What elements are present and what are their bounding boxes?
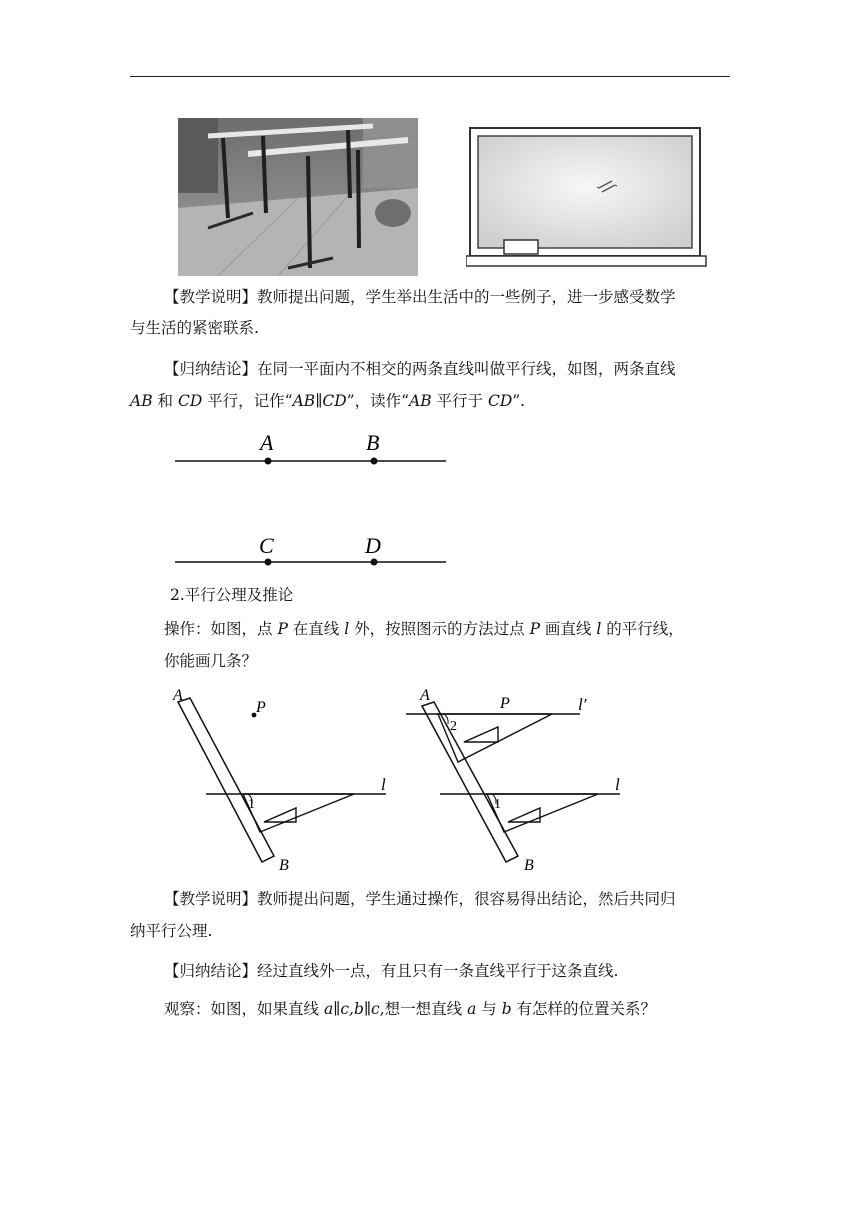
- math-text: AB: [409, 392, 432, 410]
- para-text: 平行于: [431, 392, 488, 410]
- teaching-note-2-cont: [130, 916, 212, 947]
- ruler-figure-left: [166, 684, 398, 874]
- conclusion-2: [164, 956, 744, 987]
- para-text: 经过直线外一点，有且只有一条直线平行于这条直线.: [257, 962, 619, 980]
- heading-text: 2.平行公理及推论: [170, 586, 294, 604]
- para-text: 教师提出问题，学生通过操作，很容易得出结论，然后共同归: [257, 890, 676, 908]
- para-text: 与生活的紧密联系.: [130, 319, 259, 337]
- tag-label: 【教学说明】: [164, 288, 258, 306]
- triangle-lower: [487, 794, 598, 832]
- math-text: l: [344, 620, 350, 638]
- conclusion-1: [164, 354, 744, 385]
- angle-label-1: 1: [494, 797, 501, 812]
- math-text: a∥c,b∥c: [323, 1000, 380, 1018]
- parallel-bars-photo: [178, 118, 418, 276]
- label-a: A: [420, 687, 430, 704]
- ruler-shape: [422, 702, 518, 862]
- label-p: P: [256, 699, 266, 716]
- math-text: l: [596, 620, 602, 638]
- para-text: 画直线: [540, 620, 597, 638]
- math-text: P: [277, 620, 288, 638]
- label-l: l: [381, 775, 386, 794]
- teaching-note-2: [164, 884, 744, 915]
- ruler-figure-right: [400, 684, 632, 874]
- para-text: 你能画几条？: [164, 652, 258, 670]
- para-text: 与: [476, 1000, 502, 1018]
- label-c: C: [259, 533, 274, 558]
- section-heading: [170, 580, 293, 611]
- para-text: 在同一平面内不相交的两条直线叫做平行线，如图，两条直线: [257, 360, 676, 378]
- label-b: B: [524, 857, 534, 874]
- math-text: P: [529, 620, 540, 638]
- angle-label-1: 1: [248, 797, 255, 812]
- label-l: l: [615, 775, 620, 794]
- angle-label-2: 2: [450, 719, 457, 734]
- para-text: ”.: [512, 392, 526, 410]
- math-text: AB∥CD: [292, 392, 347, 410]
- para-text: 和: [152, 392, 178, 410]
- header-rule: [130, 76, 730, 77]
- tag-label: 【归纳结论】: [164, 360, 258, 378]
- point-a: [265, 458, 272, 465]
- math-text: CD: [487, 392, 513, 410]
- label-a: A: [260, 430, 274, 455]
- point-b: [371, 458, 378, 465]
- para-text: ”，读作“: [346, 392, 409, 410]
- tag-label: 【归纳结论】: [164, 962, 258, 980]
- label-d: D: [365, 533, 381, 558]
- point-c: [265, 559, 272, 566]
- para-text: 的平行线，: [601, 620, 684, 638]
- label-a: A: [173, 687, 183, 704]
- tag-label: 【教学说明】: [164, 890, 258, 908]
- operation-text: [164, 614, 744, 645]
- para-text: 平行，记作“: [202, 392, 293, 410]
- math-text: CD: [177, 392, 203, 410]
- para-text: 在直线: [287, 620, 345, 638]
- observation-text: [164, 994, 764, 1025]
- math-text: a: [467, 1000, 477, 1018]
- para-text: 纳平行公理.: [130, 922, 213, 940]
- para-text: 操作：如图，点: [164, 620, 278, 638]
- label-b: B: [366, 430, 380, 455]
- label-p: P: [500, 695, 510, 712]
- operation-text-cont: [164, 646, 257, 677]
- para-text: ,想一想直线: [379, 1000, 468, 1018]
- math-text: AB: [130, 392, 153, 410]
- ruler-shape: [178, 698, 274, 862]
- para-text: 教师提出问题，学生举出生活中的一些例子，进一步感受数学: [257, 288, 676, 306]
- teaching-note-1: [164, 282, 744, 313]
- label-b: B: [279, 857, 289, 874]
- para-text: 观察：如图，如果直线: [164, 1000, 324, 1018]
- math-text: b: [501, 1000, 512, 1018]
- label-l-prime: l′: [578, 695, 587, 714]
- parallel-lines-figure: [170, 424, 460, 574]
- para-text: 有怎样的位置关系？: [511, 1000, 657, 1018]
- conclusion-1-cont: [130, 386, 525, 417]
- blackboard-figure: [466, 126, 710, 270]
- teaching-note-1-cont: [130, 313, 259, 344]
- para-text: 外，按照图示的方法过点: [349, 620, 530, 638]
- point-d: [371, 559, 378, 566]
- triangle-upper-inner: [464, 727, 498, 742]
- triangle-shape: [243, 794, 354, 832]
